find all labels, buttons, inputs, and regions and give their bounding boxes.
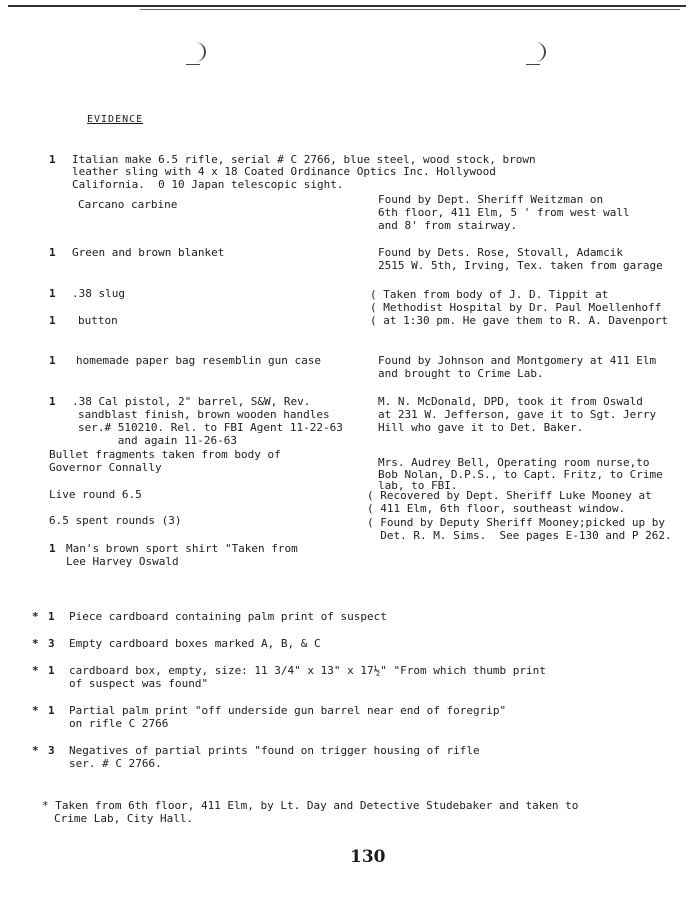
item-quantity: 1	[49, 395, 56, 408]
starred-item-line: Partial palm print "off underside gun barrel near end of foregrip"	[69, 704, 507, 717]
item-note-line: Hill who gave it to Det. Baker.	[378, 421, 584, 434]
starred-item-marker: *	[32, 744, 39, 757]
item-quantity: 1	[48, 704, 55, 717]
item-quantity: 1	[48, 664, 55, 677]
item-note-line: ( at 1:30 pm. He gave them to R. A. Davenport	[370, 314, 669, 327]
item-quantity: 1	[49, 542, 56, 555]
item-note-line: lab, to FBI.	[378, 479, 458, 492]
item-description-line: Green and brown blanket	[72, 246, 225, 259]
starred-item-line: Empty cardboard boxes marked A, B, & C	[69, 637, 321, 650]
item-quantity: 1	[48, 610, 55, 623]
item-note-line: Bob Nolan, D.P.S., to Capt. Fritz, to Crime	[378, 468, 663, 481]
item-note-line: and brought to Crime Lab.	[378, 367, 544, 380]
page-number: 130	[350, 847, 386, 867]
item-note-line: 2515 W. 5th, Irving, Tex. taken from garage	[378, 259, 663, 272]
starred-item-line: cardboard box, empty, size: 11 3/4" x 13" x 17½" "From which thumb print	[69, 664, 546, 677]
item-note-line: at 231 W. Jefferson, gave it to Sgt. Jerry	[378, 408, 657, 421]
item-description-line: button	[78, 314, 118, 327]
item-description-line: Live round 6.5	[49, 488, 142, 501]
item-note-line: Found by Dets. Rose, Stovall, Adamcik	[378, 246, 624, 259]
item-quantity: 1	[49, 314, 56, 327]
punch-hole-mark-left	[184, 42, 206, 62]
item-note-line: M. N. McDonald, DPD, took it from Oswald	[378, 395, 643, 408]
item-description-line: Man's brown sport shirt "Taken from	[66, 542, 298, 555]
starred-item-marker: *	[32, 704, 39, 717]
item-description-line: leather sling with 4 x 18 Coated Ordinance Optics Inc. Hollywood	[72, 165, 496, 178]
item-quantity: 3	[48, 744, 55, 757]
item-description-line: homemade paper bag resemblin gun case	[76, 354, 322, 367]
item-subtitle: Carcano carbine	[78, 198, 178, 211]
item-quantity: 3	[48, 637, 55, 650]
footnote-line: Crime Lab, City Hall.	[54, 812, 194, 825]
starred-item-marker: *	[32, 637, 39, 650]
item-description-line: and again 11-26-63	[78, 434, 237, 447]
item-description-line: Lee Harvey Oswald	[66, 555, 179, 568]
punch-hole-mark-right	[524, 42, 546, 62]
footnote-line: * Taken from 6th floor, 411 Elm, by Lt. Day and Detective Studebaker and taken to	[42, 799, 579, 812]
item-note-line: ( Recovered by Dept. Sheriff Luke Mooney at	[367, 489, 652, 502]
item-description-line: .38 slug	[72, 287, 125, 300]
starred-item-line: Negatives of partial prints "found on trigger housing of rifle	[69, 744, 480, 757]
item-note-line: 6th floor, 411 Elm, 5 ' from west wall	[378, 206, 630, 219]
item-note-line: Mrs. Audrey Bell, Operating room nurse,to	[378, 456, 650, 469]
item-note-line: Found by Johnson and Montgomery at 411 Elm	[378, 354, 657, 367]
item-description-line: 6.5 spent rounds (3)	[49, 514, 182, 527]
item-quantity: 1	[49, 246, 56, 259]
starred-item-line: ser. # C 2766.	[69, 757, 162, 770]
item-note-line: ( Methodist Hospital by Dr. Paul Moellenhoff	[370, 301, 662, 314]
starred-item-marker: *	[32, 610, 46, 623]
starred-item-line: Piece cardboard containing palm print of suspect	[69, 610, 387, 623]
item-description-line: California. 0 10 Japan telescopic sight.	[72, 178, 344, 191]
item-quantity: 1	[49, 354, 56, 367]
item-quantity: 1	[49, 153, 56, 166]
item-note-line: and 8' from stairway.	[378, 219, 518, 232]
starred-item-marker: *	[32, 664, 39, 677]
item-note-line: ( 411 Elm, 6th floor, southeast window.	[367, 502, 626, 515]
item-note-line: Det. R. M. Sims. See pages E-130 and P 262.	[367, 529, 672, 542]
item-description-line: sandblast finish, brown wooden handles	[78, 408, 330, 421]
starred-item-line: on rifle C 2766	[69, 717, 169, 730]
item-quantity: 1	[49, 287, 56, 300]
top-border-line	[8, 5, 686, 7]
item-description-line: Governor Connally	[49, 461, 162, 474]
item-description-line: Italian make 6.5 rifle, serial # C 2766, blue steel, wood stock, brown	[72, 153, 536, 166]
item-description-line: .38 Cal pistol, 2" barrel, S&W, Rev.	[72, 395, 311, 408]
section-heading: EVIDENCE	[87, 114, 144, 125]
item-note-line: Found by Dept. Sheriff Weitzman on	[378, 193, 604, 206]
starred-item-line: of suspect was found"	[69, 677, 209, 690]
item-note-line: ( Found by Deputy Sheriff Mooney;picked up by	[367, 516, 666, 529]
item-note-line: ( Taken from body of J. D. Tippit at	[370, 288, 609, 301]
item-description-line: Bullet fragments taken from body of	[49, 448, 281, 461]
top-border-line-inner	[140, 9, 680, 10]
item-description-line: ser.# 510210. Rel. to FBI Agent 11-22-63	[78, 421, 343, 434]
